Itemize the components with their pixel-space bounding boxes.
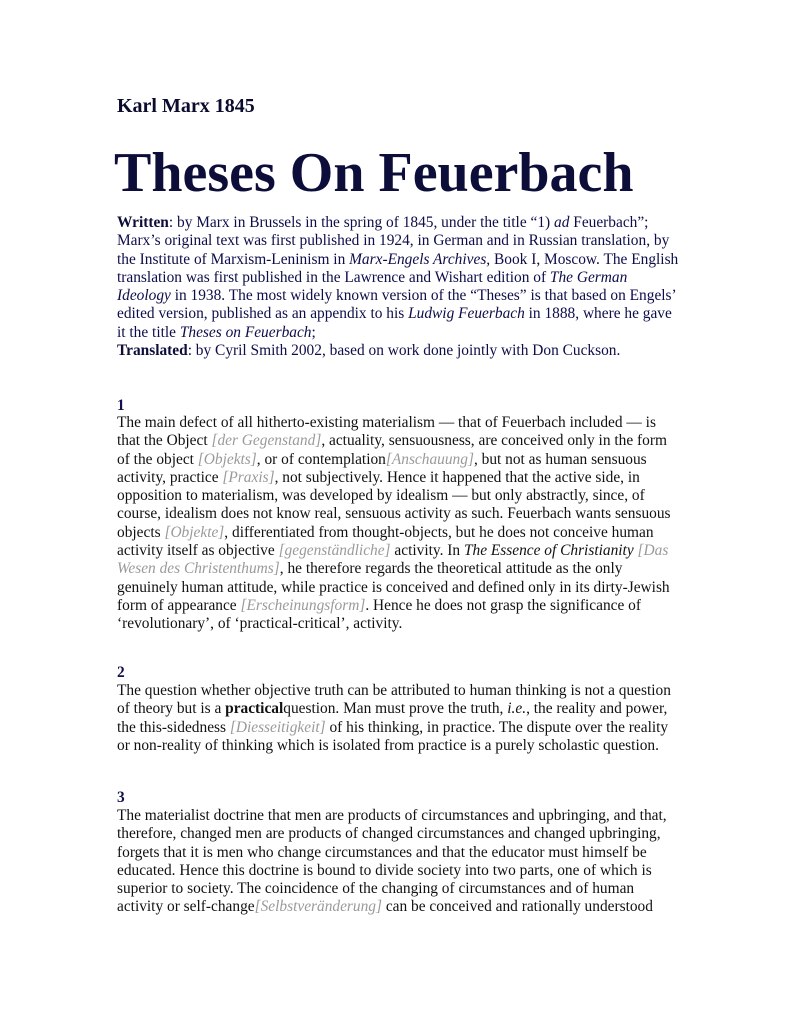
thesis-text-segment: question. Man must prove the truth,: [283, 700, 508, 718]
intro-paragraph: [117, 214, 682, 360]
written-archives: Marx-Engels Archives,: [349, 250, 491, 268]
written-ludwig-feuerbach: Ludwig Feuerbach: [408, 305, 525, 323]
written-text: Feuerbach”; Marx’s original text was first published in 1924, in German and in Russian translation, by the Institute of Marxism-Leninism in: [117, 214, 670, 268]
thesis-1-number: 1: [117, 397, 125, 414]
german-term: [Das Wesen des Christenthums]: [117, 542, 669, 578]
thesis-text-segment: , but not as human sensuous activity, practice: [117, 450, 647, 486]
written-label: Written: [117, 214, 169, 231]
written-text: Book I, Moscow. The English translation was first published in the Lawrence and Wishart edition of: [117, 250, 679, 286]
thesis-text-segment: . Hence he does not grasp the significance of ‘revolutionary’, of ‘practical-critical’, activity.: [117, 596, 641, 633]
german-term: [Objekts]: [197, 450, 257, 468]
written-ad: ad: [554, 214, 570, 231]
written-theses-title: Theses on Feuerbach: [179, 323, 312, 341]
thesis-text-segment: , he therefore regards the theoretical attitude as the only genuinely human attitude, while practice is conceived and defined only in its dirty-Jewish form of appearance: [117, 560, 670, 614]
german-term: [Erscheinungsform]: [240, 596, 366, 614]
written-text: in 1888, where he gave it the title: [117, 305, 672, 341]
written-text: : by Marx in Brussels in the spring of 1845, under the title “1): [168, 214, 555, 231]
translated-text: : by Cyril Smith 2002, based on work done jointly with Don Cuckson.: [187, 342, 621, 360]
thesis-text-segment: The materialist doctrine that men are products of circumstances and upbringing, and that, therefore, changed men are products of changed circumstances and changed upbringing, forgets that it is men who change circumstances and that the educator must himself be educated. Hence this doctrine is bound to divide society into two parts, one of which is superior to society. The coincidence of the changing of circumstances and of human activity or self-change: [117, 807, 667, 916]
german-term: [Selbstveränderung]: [254, 898, 382, 916]
german-term: [gegenständliche]: [278, 542, 391, 560]
thesis-text-segment: The main defect of all hitherto-existing materialism — that of Feuerbach included — is that the Object: [117, 414, 656, 450]
german-term: [Praxis]: [222, 468, 275, 486]
thesis-1-text: [117, 414, 682, 634]
emphasis-practical: practical: [225, 700, 284, 718]
written-german-ideology: The German Ideology: [117, 268, 628, 305]
thesis-3-text: [117, 807, 682, 917]
thesis-text-segment: can be conceived and rationally understood: [382, 898, 653, 916]
written-text: in 1938. The most widely known version of the “Theses” is that based on Engels’ edited version, published as an appendix to his: [117, 287, 676, 323]
book-title: The Essence of Christianity: [463, 542, 634, 560]
thesis-2-text: [117, 682, 682, 755]
thesis-text-segment: , the reality and power, the this-sidedness: [117, 700, 668, 736]
german-term: [Diesseitigkeit]: [229, 718, 326, 736]
thesis-text-segment: , actuality, sensuousness, are conceived only in the form of the object: [117, 432, 667, 468]
written-text: ;: [311, 323, 316, 341]
thesis-text-segment: , or of contemplation: [256, 450, 386, 468]
thesis-2-number: 2: [117, 664, 125, 681]
emphasis-ie: i.e.: [507, 700, 527, 718]
thesis-text-segment: activity. In: [390, 542, 464, 560]
german-term: [Objekte]: [164, 523, 225, 541]
translated-label: Translated: [117, 342, 188, 360]
thesis-text-segment: , not subjectively. Hence it happened that the active side, in opposition to materialism, was developed by idealism — but only abstractly, since, of course, idealism does not know real, sensuous activity as such. Feuerbach wants sensuous objects: [117, 468, 671, 541]
thesis-text-segment: of his thinking, in practice. The dispute over the reality or non-reality of thinking which is isolated from practice is a purely scholastic question.: [117, 718, 669, 754]
thesis-text-segment: , differentiated from thought-objects, but he does not conceive human activity itself as objective: [117, 523, 654, 560]
german-term: [Anschauung]: [385, 450, 474, 468]
author-year-heading: Karl Marx 1845: [117, 95, 255, 117]
thesis-3-number: 3: [117, 789, 125, 806]
german-term: [der Gegenstand]: [211, 432, 322, 450]
page-title: Theses On Feuerbach: [114, 142, 634, 204]
thesis-text-segment: The question whether objective truth can be attributed to human thinking is not a question of theory but is a: [117, 682, 671, 718]
